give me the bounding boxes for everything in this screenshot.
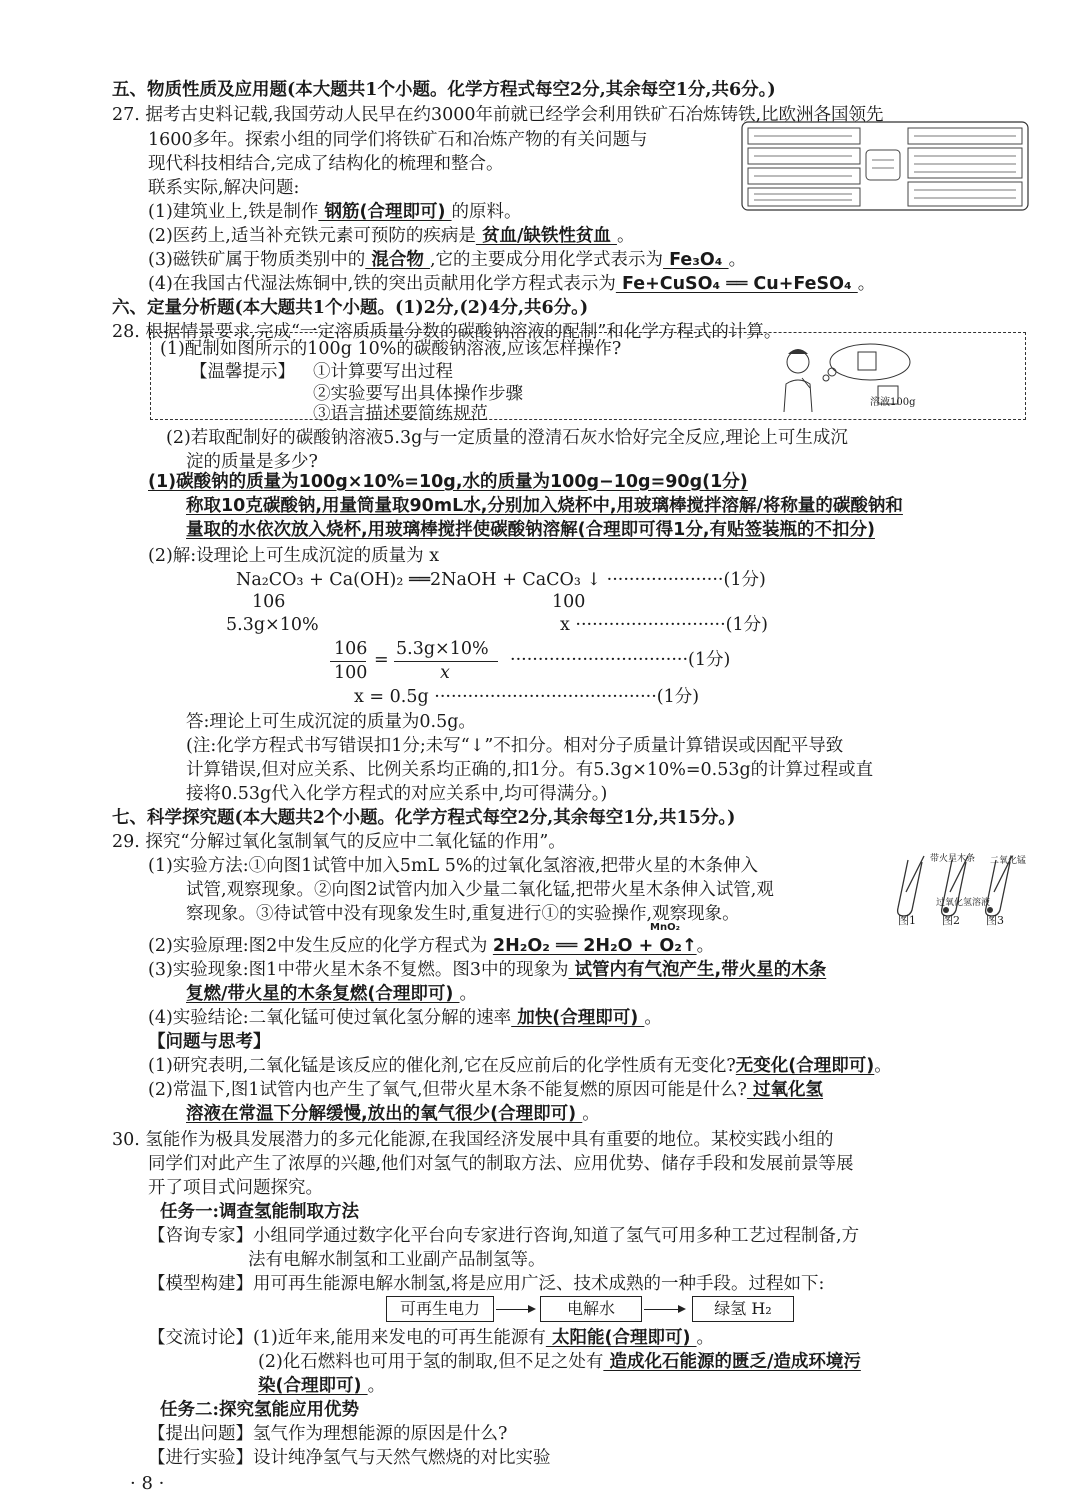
mass-na2co3: 106 xyxy=(252,592,286,612)
ratio-den1: 100 xyxy=(334,663,368,683)
note-line1: (注:化学方程式书写错误扣1分;未写“↓”不扣分。相对分子质量计算错误或因配平导致 xyxy=(186,736,844,756)
fig-label-splint: 带火星木条 xyxy=(930,854,976,864)
note-line3: 接将0.53g代入化学方程式的对应关系中,均可得满分。) xyxy=(186,784,608,804)
q29-2 xyxy=(148,934,714,958)
iron-knowledge-diagram xyxy=(740,120,1030,212)
q29-3 xyxy=(148,958,826,982)
q29-1-line1: (1)实验方法:①向图1试管中加入5mL 5%的过氧化氢溶液,把带火星的木条伸入 xyxy=(148,856,759,876)
q29-1-line2: 试管,观察现象。②向图2试管内加入少量二氧化锰,把带火星木条伸入试管,观 xyxy=(186,880,774,900)
discussion-2-answer-part1: 造成化石能源的匮乏/造成环境污 xyxy=(603,1352,861,1372)
q29-2-suffix: 。 xyxy=(696,936,715,956)
catalyst-label: MnO₂ xyxy=(650,922,680,933)
q27-1-prompt: (1)建筑业上,铁是制作 xyxy=(148,202,319,222)
ratio-den2: x xyxy=(440,663,450,683)
discussion-1-prompt: 【交流讨论】(1)近年来,能用来发电的可再生能源有 xyxy=(148,1328,546,1348)
q27-3-answer: 混合物 xyxy=(365,250,430,270)
tip-label: 【温馨提示】 xyxy=(190,362,295,382)
q27-3-formula: Fe₃O₄ xyxy=(663,250,729,270)
think-1-answer: 无变化(合理即可) xyxy=(735,1056,875,1076)
discussion-2 xyxy=(258,1350,861,1374)
q27-1 xyxy=(148,200,522,224)
q27-text-line1: 27. 据考古史料记载,我国劳动人民早在约3000年前就已经学会利用铁矿石冶炼铸铁,比欧洲各国领先 xyxy=(112,105,884,125)
q29-3-suffix: 。 xyxy=(459,984,477,1004)
consult-line2: 法有电解水制氢和工业副产品制氢等。 xyxy=(248,1250,546,1270)
experiment-text: 【进行实验】设计纯净氢气与天然气燃烧的对比实验 xyxy=(148,1448,551,1468)
q30-line3: 开了项目式问题探究。 xyxy=(148,1178,323,1198)
q29-intro: 29. 探究“分解过氧化氢制氧气的反应中二氧化锰的作用”。 xyxy=(112,832,566,852)
q29-4 xyxy=(148,1006,662,1030)
q27-4 xyxy=(148,272,875,296)
think-2-suffix: 。 xyxy=(582,1104,600,1124)
section7-heading: 七、科学探究题(本大题共2个小题。化学方程式每空2分,其余每空1分,共15分。) xyxy=(112,808,736,828)
q27-4-answer: Fe+CuSO₄ ══ Cu+FeSO₄ xyxy=(615,274,858,294)
q27-1-answer: 钢筋(合理即可) xyxy=(318,202,452,222)
fig-label-1: 图1 xyxy=(898,914,916,927)
result-line: x = 0.5g ········································(1分) xyxy=(354,687,700,707)
think-1 xyxy=(148,1054,892,1078)
q27-3-suffix: 。 xyxy=(728,250,747,270)
q27-text-line2: 1600多年。探索小组的同学们将铁矿石和冶炼产物的有关问题与 xyxy=(148,130,648,150)
final-answer: 答:理论上可生成沉淀的质量为0.5g。 xyxy=(186,712,476,732)
tip-2: ②实验要写出具体操作步骤 xyxy=(313,384,523,404)
q27-1-suffix: 的原料。 xyxy=(451,202,522,222)
think-1-suffix: 。 xyxy=(874,1056,892,1076)
think-2-answer-part1: 过氧化氢 xyxy=(746,1080,824,1100)
answer1-line3: 量取的水依次放入烧杯,用玻璃棒搅拌使碳酸钠溶解(合理即可得1分,有贴签装瓶的不扣分) xyxy=(186,520,875,540)
flow-arrow-2 xyxy=(644,1309,684,1310)
q27-4-prompt: (4)在我国古代湿法炼铜中,铁的突出贡献用化学方程式表示为 xyxy=(148,274,616,294)
q29-2-answer: 2H₂O₂ ══ 2H₂O + O₂↑ xyxy=(492,936,697,956)
ratio-equals: = xyxy=(374,650,389,670)
q27-2-answer: 贫血/缺铁性贫血 xyxy=(475,226,617,246)
flow-renewable-power: 可再生电力 xyxy=(386,1296,494,1322)
q27-4-suffix: 。 xyxy=(857,274,876,294)
note-line2: 计算错误,但对应关系、比例关系均正确的,扣1分。有5.3g×10%=0.53g的计算过程或直 xyxy=(186,760,874,780)
tip-3: ③语言描述要简练规范 xyxy=(313,404,488,424)
q29-4-prompt: (4)实验结论:二氧化锰可使过氧化氢分解的速率 xyxy=(148,1008,512,1028)
flow-electrolysis: 电解水 xyxy=(540,1296,642,1322)
q29-3-cont xyxy=(186,982,477,1006)
fig-label-h2o2: 过氧化氢溶液 xyxy=(936,898,991,908)
discussion-2-cont xyxy=(258,1374,385,1398)
fig-label-mno2: 二氧化锰 xyxy=(990,856,1027,866)
ratio-num1: 106 xyxy=(334,639,368,659)
think-2 xyxy=(148,1078,823,1102)
fig-label-3: 图3 xyxy=(986,914,1004,927)
flow-arrow-1 xyxy=(496,1309,534,1310)
page-number: · 8 · xyxy=(130,1473,165,1494)
q30-line1: 30. 氢能作为极具发展潜力的多元化能源,在我国经济发展中具有重要的地位。某校实践小组的 xyxy=(112,1130,834,1150)
answer1-line1: (1)碳酸钠的质量为100g×10%=10g,水的质量为100g−10g=90g(1分) xyxy=(148,472,748,492)
flow-green-hydrogen: 绿氢 H₂ xyxy=(692,1296,794,1322)
task2-heading: 任务二:探究氢能应用优势 xyxy=(160,1400,359,1420)
unknown-x: x ···························(1分) xyxy=(560,615,768,635)
q27-text-line3: 现代科技相结合,完成了结构化的梳理和整合。 xyxy=(148,154,504,174)
consult-line1: 【咨询专家】小组同学通过数字化平台向专家进行咨询,知道了氢气可用多种工艺过程制备,方 xyxy=(148,1226,860,1246)
q29-4-answer: 加快(合理即可) xyxy=(511,1008,645,1028)
q27-2-suffix: 。 xyxy=(616,226,635,246)
q27-2-prompt: (2)医药上,适当补充铁元素可预防的疾病是 xyxy=(148,226,476,246)
q30-line2: 同学们对此产生了浓厚的兴趣,他们对氢气的制取方法、应用优势、储存手段和发展前景等展 xyxy=(148,1154,854,1174)
discussion-1-suffix: 。 xyxy=(696,1328,715,1348)
q29-4-suffix: 。 xyxy=(644,1008,662,1028)
think-heading: 【问题与思考】 xyxy=(148,1032,271,1052)
q28-intro: 28. 根据情景要求,完成“一定溶质质量分数的碳酸钠溶液的配制”和化学方程式的计算。 xyxy=(112,322,782,342)
discussion-2-answer-part2: 染(合理即可) xyxy=(258,1376,368,1396)
q27-3-mid: ,它的主要成分用化学式表示为 xyxy=(429,250,664,270)
mass-caco3: 100 xyxy=(552,592,586,612)
model-text: 【模型构建】用可再生能源电解水制氢,将是应用广泛、技术成熟的一种手段。过程如下: xyxy=(148,1274,825,1294)
think-2-cont xyxy=(186,1102,600,1126)
think-2-answer-part2: 溶液在常温下分解缓慢,放出的氧气很少(合理即可) xyxy=(186,1104,583,1124)
discussion-2-suffix: 。 xyxy=(367,1376,386,1396)
q27-2 xyxy=(148,224,634,248)
section5-heading: 五、物质性质及应用题(本大题共1个小题。化学方程式每空2分,其余每空1分,共6分。) xyxy=(112,80,776,100)
q29-3-prompt: (3)实验现象:图1中带火星木条不复燃。图3中的现象为 xyxy=(148,960,569,980)
q28-2-line1: (2)若取配制好的碳酸钠溶液5.3g与一定质量的澄清石灰水恰好完全反应,理论上可生成沉 xyxy=(166,428,848,448)
q29-3-answer-part1: 试管内有气泡产生,带火星的木条 xyxy=(568,960,827,980)
tip-1: ①计算要写出过程 xyxy=(313,362,453,382)
reaction-equation: Na₂CO₃ + Ca(OH)₂ ══2NaOH + CaCO₃ ↓ ·····················(1分) xyxy=(236,570,766,590)
q27-text-line4: 联系实际,解决问题: xyxy=(148,178,300,198)
think-1-prompt: (1)研究表明,二氧化锰是该反应的催化剂,它在反应前后的化学性质有无变化? xyxy=(148,1056,736,1076)
q29-1-line3: 察现象。③待试管中没有现象发生时,重复进行①的实验操作,观察现象。 xyxy=(186,904,740,924)
q27-3-prompt: (3)磁铁矿属于物质类别中的 xyxy=(148,250,366,270)
q29-2-prompt: (2)实验原理:图2中发生反应的化学方程式为 xyxy=(148,936,488,956)
discussion-2-prompt: (2)化石燃料也可用于氢的制取,但不足之处有 xyxy=(258,1352,604,1372)
solution-mass-label: 溶液100g xyxy=(870,397,916,408)
section6-heading: 六、定量分析题(本大题共1个小题。(1)2分,(2)4分,共6分。) xyxy=(112,298,589,318)
discussion-1 xyxy=(148,1326,714,1350)
q27-3 xyxy=(148,248,746,272)
discussion-1-answer: 太阳能(合理即可) xyxy=(545,1328,697,1348)
task1-heading: 任务一:调查氢能制取方法 xyxy=(160,1202,359,1222)
answer2-line1: (2)解:设理论上可生成沉淀的质量为 x xyxy=(148,546,440,566)
q28-1-text: (1)配制如图所示的100g 10%的碳酸钠溶液,应该怎样操作? xyxy=(160,339,622,359)
q28-2-line2: 淀的质量是多少? xyxy=(186,452,318,472)
q29-3-answer-part2: 复燃/带火星的木条复燃(合理即可) xyxy=(186,984,460,1004)
fig-label-2: 图2 xyxy=(942,914,960,927)
given-mass: 5.3g×10% xyxy=(226,615,319,635)
ask-question: 【提出问题】氢气作为理想能源的原因是什么? xyxy=(148,1424,508,1444)
ratio-points: ································(1分) xyxy=(510,650,731,670)
think-2-prompt: (2)常温下,图1试管内也产生了氧气,但带火星木条不能复燃的原因可能是什么? xyxy=(148,1080,747,1100)
ratio-num2: 5.3g×10% xyxy=(396,639,489,659)
answer1-line2: 称取10克碳酸钠,用量筒量取90mL水,分别加入烧杯中,用玻璃棒搅拌溶解/将称量的碳酸钠和 xyxy=(186,496,903,516)
